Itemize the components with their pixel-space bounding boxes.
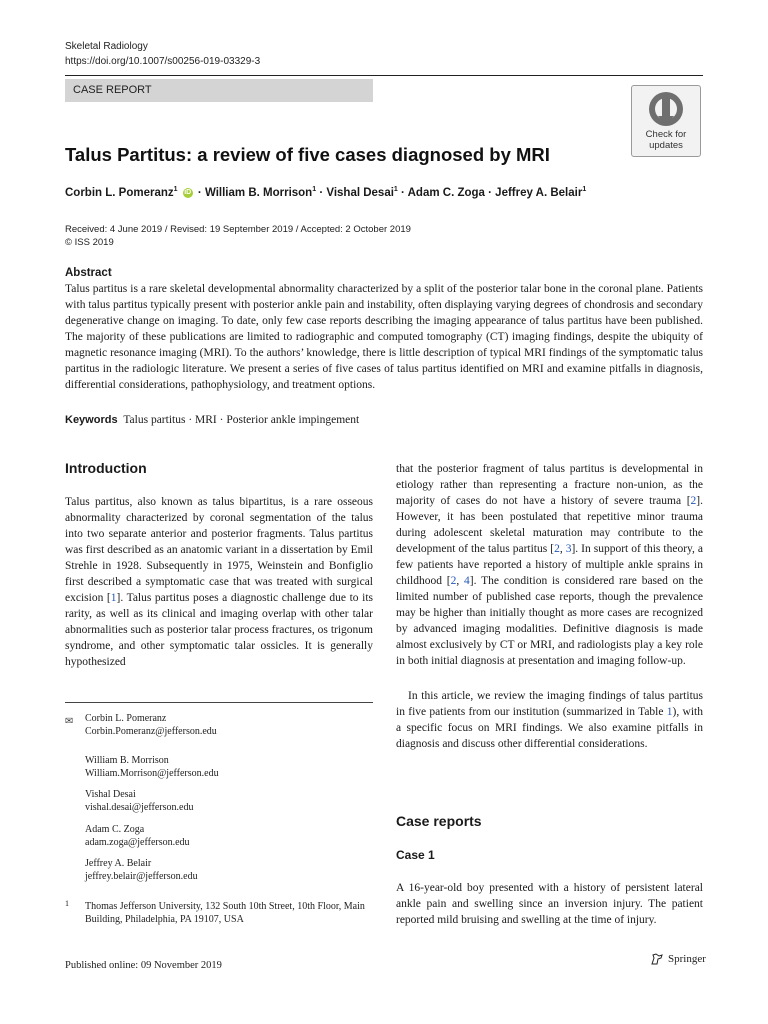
citation-link[interactable]: 1 bbox=[110, 592, 117, 604]
copyright: © ISS 2019 bbox=[65, 237, 114, 248]
contact-email[interactable]: jeffrey.belair@jefferson.edu bbox=[85, 870, 198, 882]
intro-paragraph-1-continued bbox=[396, 461, 703, 669]
citation-link[interactable]: 2 bbox=[554, 543, 560, 555]
article-dates: Received: 4 June 2019 / Revised: 19 September 2019 / Accepted: 2 October 2019 bbox=[65, 224, 411, 235]
author-name[interactable]: Adam C. Zoga bbox=[407, 186, 485, 199]
contact-block bbox=[85, 755, 219, 780]
envelope-icon: ✉ bbox=[65, 716, 74, 727]
text-run: ), with a specific focus on MRI findings. We also examine pitfalls in diagnosis and discuss other differential considerations. bbox=[396, 706, 703, 750]
intro-paragraph-1 bbox=[65, 494, 373, 670]
text-run: , bbox=[559, 543, 566, 555]
author-affil-sup: 1 bbox=[173, 186, 178, 193]
keywords-label: Keywords bbox=[65, 414, 118, 426]
springer-horse-icon bbox=[650, 952, 664, 966]
check-updates-line1: Check for bbox=[645, 129, 687, 140]
contact-name: Vishal Desai bbox=[85, 789, 136, 800]
case-1-heading: Case 1 bbox=[396, 848, 435, 862]
doi-link[interactable]: https://doi.org/10.1007/s00256-019-03329-3 bbox=[65, 56, 261, 67]
text-run: ]. However, it has been postulated that repetitive minor trauma during adolescent skeletal maturation may contribute to the development of the talus partitus [ bbox=[396, 495, 703, 555]
affiliation-text: Thomas Jefferson University, 132 South 10th Street, 10th Floor, Main Building, Philadelphia, PA 19107, USA bbox=[85, 901, 365, 925]
text-run: ]. In support of this theory, a few patients have reported a history of multiple ankle sprains in childhood [ bbox=[396, 543, 704, 587]
check-for-updates-badge[interactable] bbox=[631, 85, 701, 157]
published-date: Published online: 09 November 2019 bbox=[65, 960, 222, 971]
text-run: , bbox=[456, 575, 465, 587]
publisher-name: Springer bbox=[668, 953, 706, 965]
citation-link[interactable]: 2 bbox=[450, 575, 457, 587]
article-title: Talus Partitus: a review of five cases diagnosed by MRI bbox=[65, 144, 550, 165]
case-1-text: A 16-year-old boy presented with a history of persistent lateral ankle pain and swelling since an inversion injury. The patient reported mild bruising and swelling at the time of injury. bbox=[396, 882, 703, 926]
keywords bbox=[65, 412, 359, 428]
contact-email[interactable]: adam.zoga@jefferson.edu bbox=[85, 836, 190, 848]
contact-block bbox=[85, 789, 193, 814]
footnote-rule bbox=[65, 702, 373, 703]
contact-block bbox=[85, 858, 198, 883]
text-run: that the posterior fragment of talus partitus is developmental in etiology rather than representing a fracture non-union, as the majority of cases do not have a history of severe trauma [ bbox=[396, 463, 703, 507]
author-affil-sup: 1 bbox=[393, 186, 398, 193]
affiliation-number: 1 bbox=[65, 899, 69, 908]
author-name[interactable]: Corbin L. Pomeranz bbox=[65, 186, 174, 199]
author-list: Corbin L. Pomeranz$^1$ iD · William B. Morrison$^1$ · Vishal Desai$^1$ · Adam C. Zoga · Jeffrey A. Belair$^1$ bbox=[65, 186, 587, 199]
check-updates-icon bbox=[647, 90, 685, 128]
contact-email[interactable]: vishal.desai@jefferson.edu bbox=[85, 801, 194, 813]
contact-name: Jeffrey A. Belair bbox=[85, 858, 152, 869]
citation-link[interactable]: 3 bbox=[565, 543, 572, 555]
table-link[interactable]: 1 bbox=[666, 706, 673, 718]
author-name[interactable]: Vishal Desai bbox=[326, 186, 394, 199]
text-run: ]. The condition is considered rare based on the limited number of published case reports, though the prevalence may be higher than initially thought as more cases are recognized by advanced imaging modalities. Definitive diagnosis is made almost exclusively by CT or MRI, and radiologists play a key role in both initial diagnosis at presentation and imaging follow-up. bbox=[396, 575, 704, 667]
keywords-text: Talus partitus · MRI · Posterior ankle impingement bbox=[123, 414, 360, 426]
text-run: Talus partitus, also known as talus bipartitus, is a rare osseous abnormality characterized by coronal segmentation of the talus into two separate anterior and posterior fragments. Talus partitus was first described as an anatomic variant in a dissertation by Emil Strehle in 1928. Subsequently in 1975, Weinstein and Bonfiglio first described a symptomatic case that was treated with surgical excision [ bbox=[65, 496, 373, 604]
text-run: ]. Talus partitus poses a diagnostic challenge due to its rarity, as well as its clinical and imaging overlap with other talar abnormalities such as posterior talar process fractures, os trigonum syndrome, and other symptomatic talar ossicles. It is generally hypothesized bbox=[65, 592, 373, 668]
header-rule bbox=[65, 75, 703, 76]
citation-link[interactable]: 4 bbox=[464, 575, 470, 587]
contact-name: Adam C. Zoga bbox=[85, 824, 145, 835]
check-updates-line2: updates bbox=[649, 140, 683, 151]
author-name[interactable]: Jeffrey A. Belair bbox=[495, 186, 583, 199]
journal-name: Skeletal Radiology bbox=[65, 41, 148, 52]
contact-block bbox=[85, 713, 217, 738]
author-affil-sup: 1 bbox=[312, 186, 317, 193]
orcid-icon[interactable]: iD bbox=[184, 188, 192, 196]
text-run: In this article, we review the imaging findings of talus partitus in five patients from our institution (summarized in Table bbox=[396, 690, 703, 718]
article-type-label: CASE REPORT bbox=[65, 79, 373, 102]
contact-email[interactable]: William.Morrison@jefferson.edu bbox=[85, 767, 219, 779]
author-name[interactable]: William B. Morrison bbox=[204, 186, 313, 199]
author-affil-sup: 1 bbox=[582, 186, 587, 193]
introduction-heading: Introduction bbox=[65, 460, 147, 476]
citation-link[interactable]: 2 bbox=[690, 495, 697, 507]
abstract-heading: Abstract bbox=[65, 267, 112, 279]
contact-block bbox=[85, 824, 190, 849]
contact-name: William B. Morrison bbox=[85, 755, 169, 766]
intro-paragraph-2 bbox=[396, 688, 703, 752]
contact-email[interactable]: Corbin.Pomeranz@jefferson.edu bbox=[85, 725, 217, 737]
abstract-text: Talus partitus is a rare skeletal developmental abnormality characterized by a split of the posterior talar bone in the coronal plane. Patients with talus partitus typically present with posterior ankle pain and instability, often displaying varying degrees of chondrosis and secondary degenerative change on imaging. To date, only few case reports describing the imaging appearance of talus partitus have been published. The majority of these publications are limited to radiographic and computed tomography (CT) imaging findings, despite the ubiquity of magnetic resonance imaging (MRI). To the authors’ knowledge, there is little description of typical MRI findings of the symptomatic talus partitus in the radiologic literature. We present a series of five cases of talus partitus identified on MRI and examine pitfalls in diagnosis, differential considerations, pathophysiology, and treatment options. bbox=[65, 283, 703, 391]
case-reports-heading: Case reports bbox=[396, 813, 482, 829]
contact-name: Corbin L. Pomeranz bbox=[85, 713, 167, 724]
publisher-logo bbox=[650, 952, 706, 966]
